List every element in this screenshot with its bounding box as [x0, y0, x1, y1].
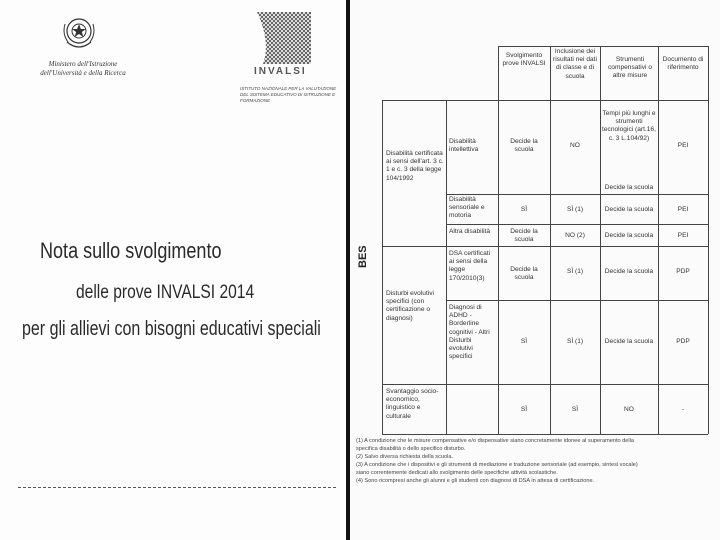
footnote-line: (4) Sono ricompresi anche gli alunni e gli studenti con diagnosi di DSA in attesa di certificazione.: [356, 478, 595, 484]
cover-title-line-2: delle prove INVALSI 2014: [76, 282, 255, 303]
row-inclusione: SÌ (1): [566, 206, 584, 213]
grid-line: [498, 46, 499, 434]
row-documento: PEI: [677, 206, 689, 213]
grid-line: [382, 384, 708, 385]
row-sub-label: Altra disabilità: [449, 228, 491, 235]
row-inclusione: NO (2): [565, 232, 585, 239]
footnote-line: siano correntemente dedicati allo svolgimento delle specifiche attività scolastiche.: [356, 470, 558, 476]
invalsi-logo-icon: [253, 12, 315, 64]
grid-line: [446, 224, 708, 225]
cover-title-line-3: per gli allievi con bisogni educativi speciali: [22, 318, 321, 340]
row-documento: PEI: [677, 232, 689, 239]
grid-line: [382, 434, 708, 435]
row-svolgimento: Decide la scuola: [510, 266, 538, 282]
row-sub-label: Diagnosi di ADHD - Borderline cognitivi - Altri Disturbi evolutivi specifici: [449, 304, 490, 361]
row-sub-label: Disabilità sensoriale e motoria: [449, 196, 485, 220]
grid-line: [658, 46, 659, 434]
footnote-line: (2) Salvo diversa richiesta della scuola.: [356, 454, 454, 460]
row-documento: PDP: [676, 338, 690, 345]
row-inclusione: NO: [570, 142, 580, 149]
row-strumenti: Decide la scuola: [604, 232, 654, 239]
header-documento: Documento di riferimento: [662, 56, 704, 72]
row-strumenti: Decide la scuola: [604, 206, 654, 213]
row-svolgimento: Decide la scuola: [510, 228, 538, 244]
footnote-line: (1) A condizione che le misure compensative e/o dispensative siano concretamente idonee al superamento della: [356, 438, 634, 444]
header-inclusione: Inclusione dei risultati nei dati di classe e di scuola: [553, 48, 597, 80]
grid-line: [382, 100, 708, 101]
italian-republic-emblem-icon: [62, 12, 96, 54]
grid-line: [550, 46, 551, 434]
row-inclusione: SÌ (1): [566, 338, 584, 345]
row-sub-label: Disabilità intellettiva: [449, 138, 479, 154]
row-strumenti: NO: [624, 406, 634, 413]
header-strumenti: Strumenti compensativi o altre misure: [608, 56, 652, 80]
grid-line: [446, 194, 708, 195]
grid-line: [600, 46, 601, 434]
row-strumenti: Decide la scuola: [604, 268, 654, 275]
grid-line: [708, 46, 709, 434]
row-documento: -: [681, 406, 685, 413]
row-inclusione: SÌ (1): [566, 268, 584, 275]
cover-title-line-1: Nota sullo svolgimento: [40, 238, 222, 263]
grid-line: [446, 300, 708, 301]
cover-page: [0, 0, 346, 540]
footnote-line: (3) A condizione che i dispositivi e gli strumenti di mediazione e traduzione sensoriale (ad esempio, sintesi vocale): [356, 462, 638, 468]
group-label-disabilita: Disabilità certificata ai sensi dell'art. 3 c. 1 e c. 3 della legge 104/1992: [386, 150, 444, 182]
row-svolgimento: SÌ: [520, 206, 528, 213]
grid-line: [382, 246, 708, 247]
ministry-name: Ministero dell'Istruzione dell'Università e della Ricerca: [40, 60, 126, 77]
row-documento: PDP: [676, 268, 690, 275]
row-svolgimento: SÌ: [520, 338, 528, 345]
footnotes: [356, 437, 712, 485]
row-strumenti-extra: Decide la scuola: [604, 184, 654, 191]
group-label-svantaggio: Svantaggio socio-economico, linguistico e culturale: [386, 388, 439, 420]
invalsi-wordmark: INVALSI: [254, 66, 307, 77]
group-label-disturbi: Disturbi evolutivi specifici (con certificazione o diagnosi): [386, 290, 435, 322]
row-svolgimento: SÌ: [520, 406, 528, 413]
invalsi-subtitle: ISTITUTO NAZIONALE PER LA VALUTAZIONE DEL SISTEMA EDUCATIVO DI ISTRUZIONE E FORMAZIONE: [240, 86, 337, 103]
footnote-line: specifica disabilità o dello specifico disturbo.: [356, 446, 466, 452]
row-strumenti: Decide la scuola: [604, 338, 654, 345]
footer-rule: [18, 487, 336, 488]
header-svolgimento: Svolgimento prove INVALSI: [502, 52, 546, 68]
row-sub-label: DSA certificati ai sensi della legge 170/2010(3): [449, 250, 491, 282]
bes-label: BES: [357, 245, 369, 268]
row-documento: PEI: [677, 142, 689, 149]
grid-line: [498, 46, 708, 47]
row-inclusione: SÌ: [571, 406, 579, 413]
row-strumenti: Tempi più lunghi e strumenti tecnologici (art.16, c. 3 L.104/92): [602, 110, 656, 142]
row-svolgimento: Decide la scuola: [510, 138, 538, 154]
